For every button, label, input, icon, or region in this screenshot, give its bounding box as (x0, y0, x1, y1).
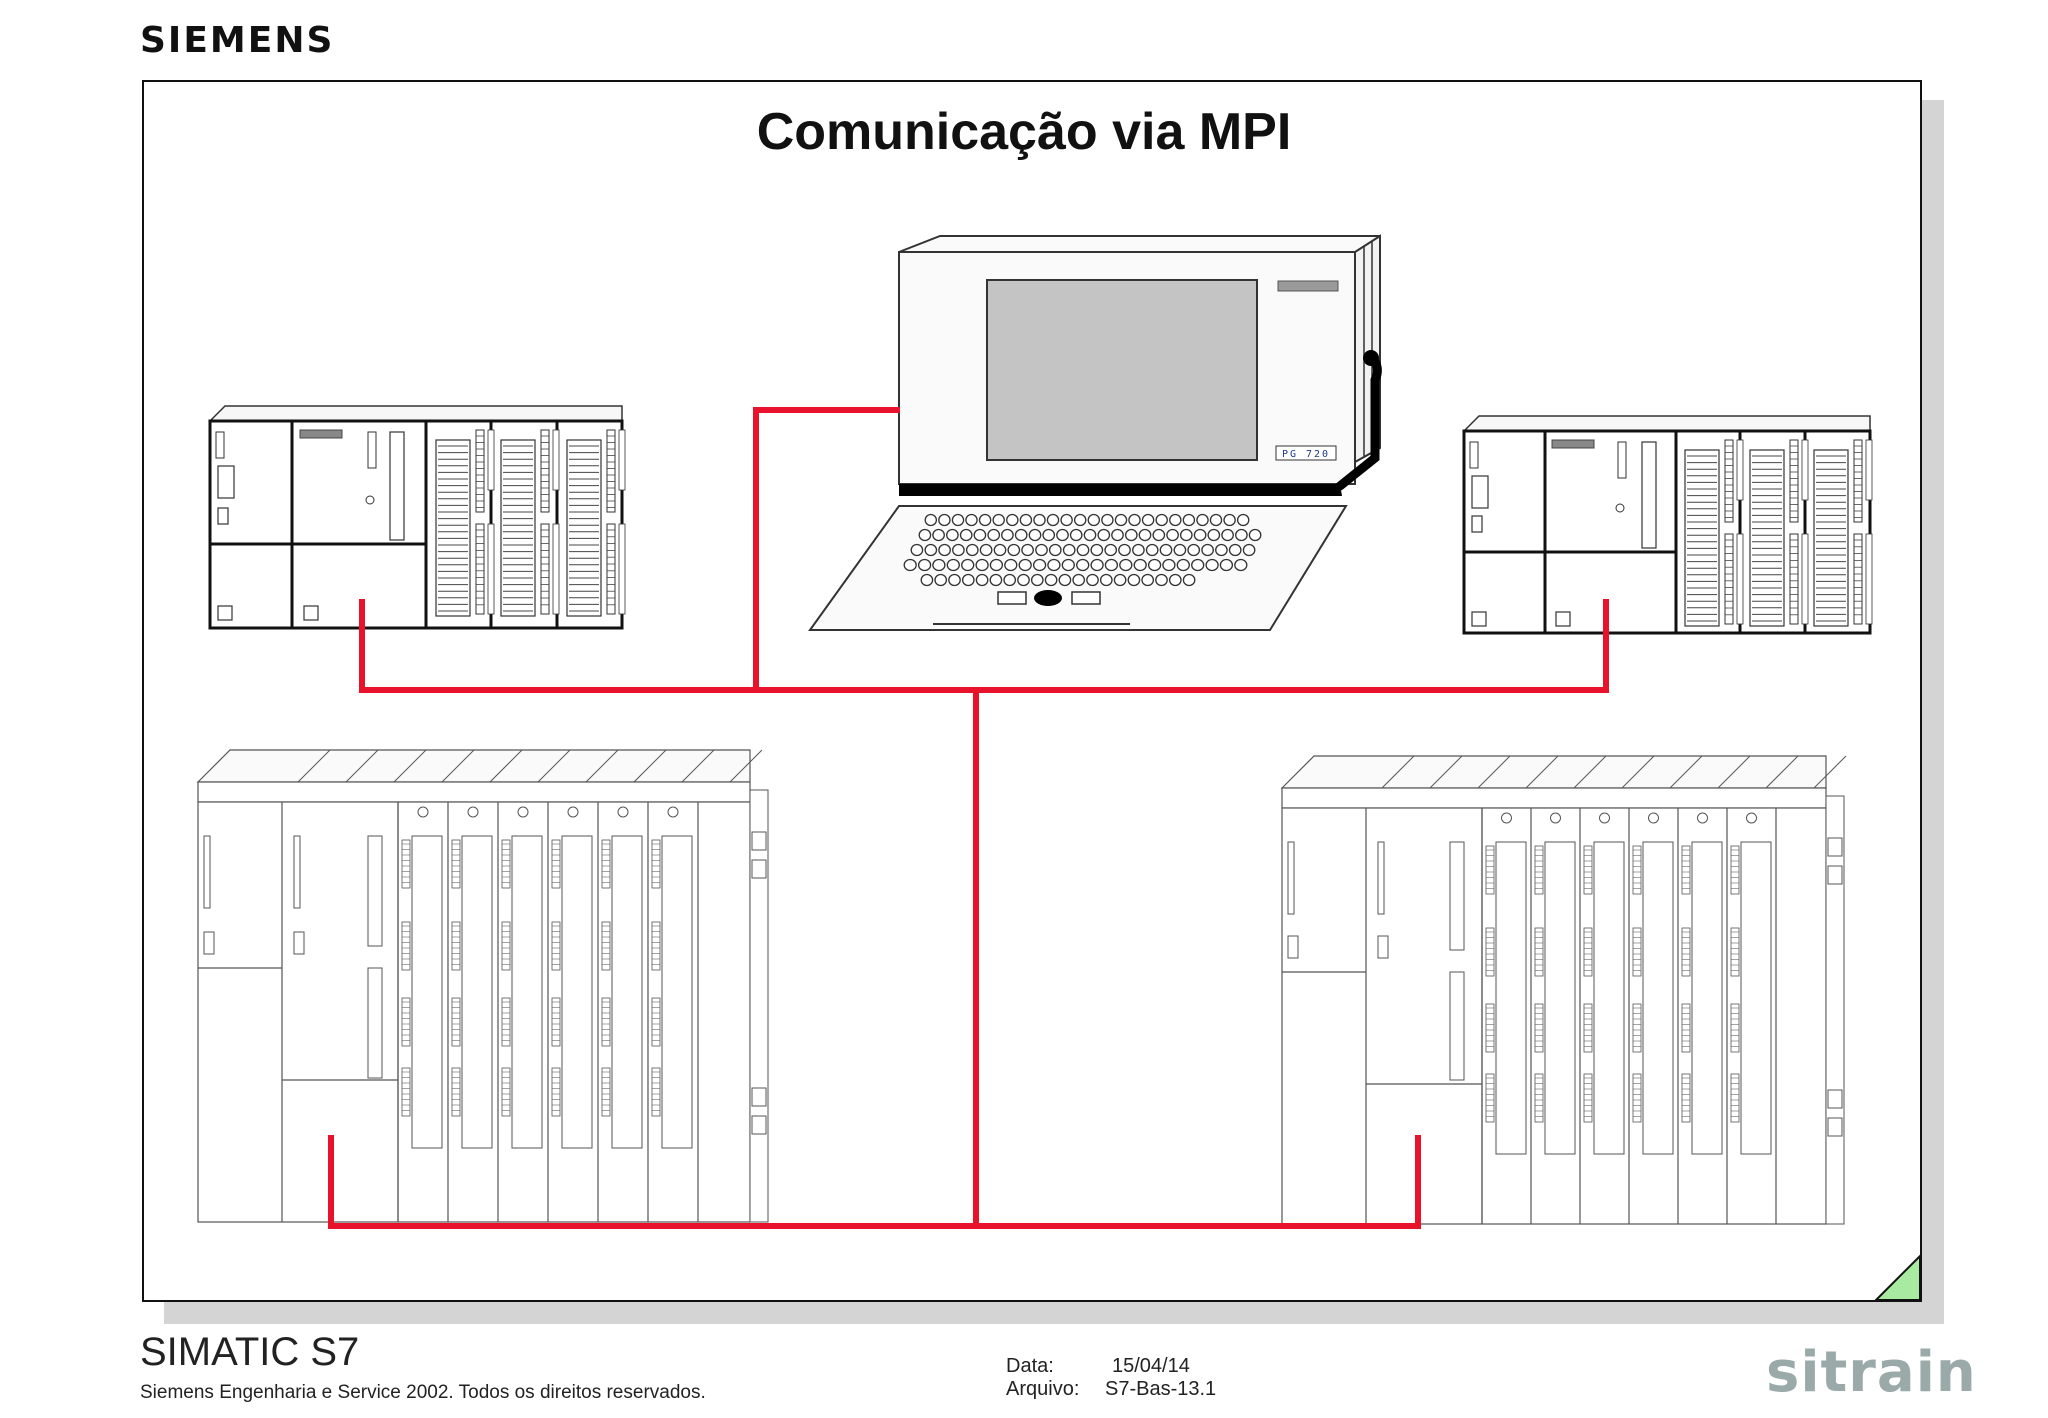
date-value: 15/04/14 (1112, 1355, 1190, 1377)
plc-s7-300-left (210, 406, 625, 628)
pg-label: PG 720 (1281, 449, 1331, 460)
siemens-logo: SIEMENS (140, 20, 335, 61)
sitrain-logo: sitrain (1766, 1340, 1977, 1405)
pg720-device (810, 236, 1380, 630)
file-value: S7-Bas-13.1 (1105, 1378, 1217, 1400)
date-label: Data: (1006, 1355, 1054, 1377)
slide-title: Comunicação via MPI (756, 103, 1292, 161)
file-label: Arquivo: (1006, 1378, 1080, 1400)
footer-product: SIMATIC S7 (140, 1330, 360, 1374)
footer-copyright: Siemens Engenharia e Service 2002. Todos os direitos reservados. (140, 1382, 706, 1403)
plc-s7-400-right (1282, 756, 1846, 1224)
plc-s7-400-left (198, 750, 768, 1222)
plc-s7-300-right (1464, 416, 1872, 633)
